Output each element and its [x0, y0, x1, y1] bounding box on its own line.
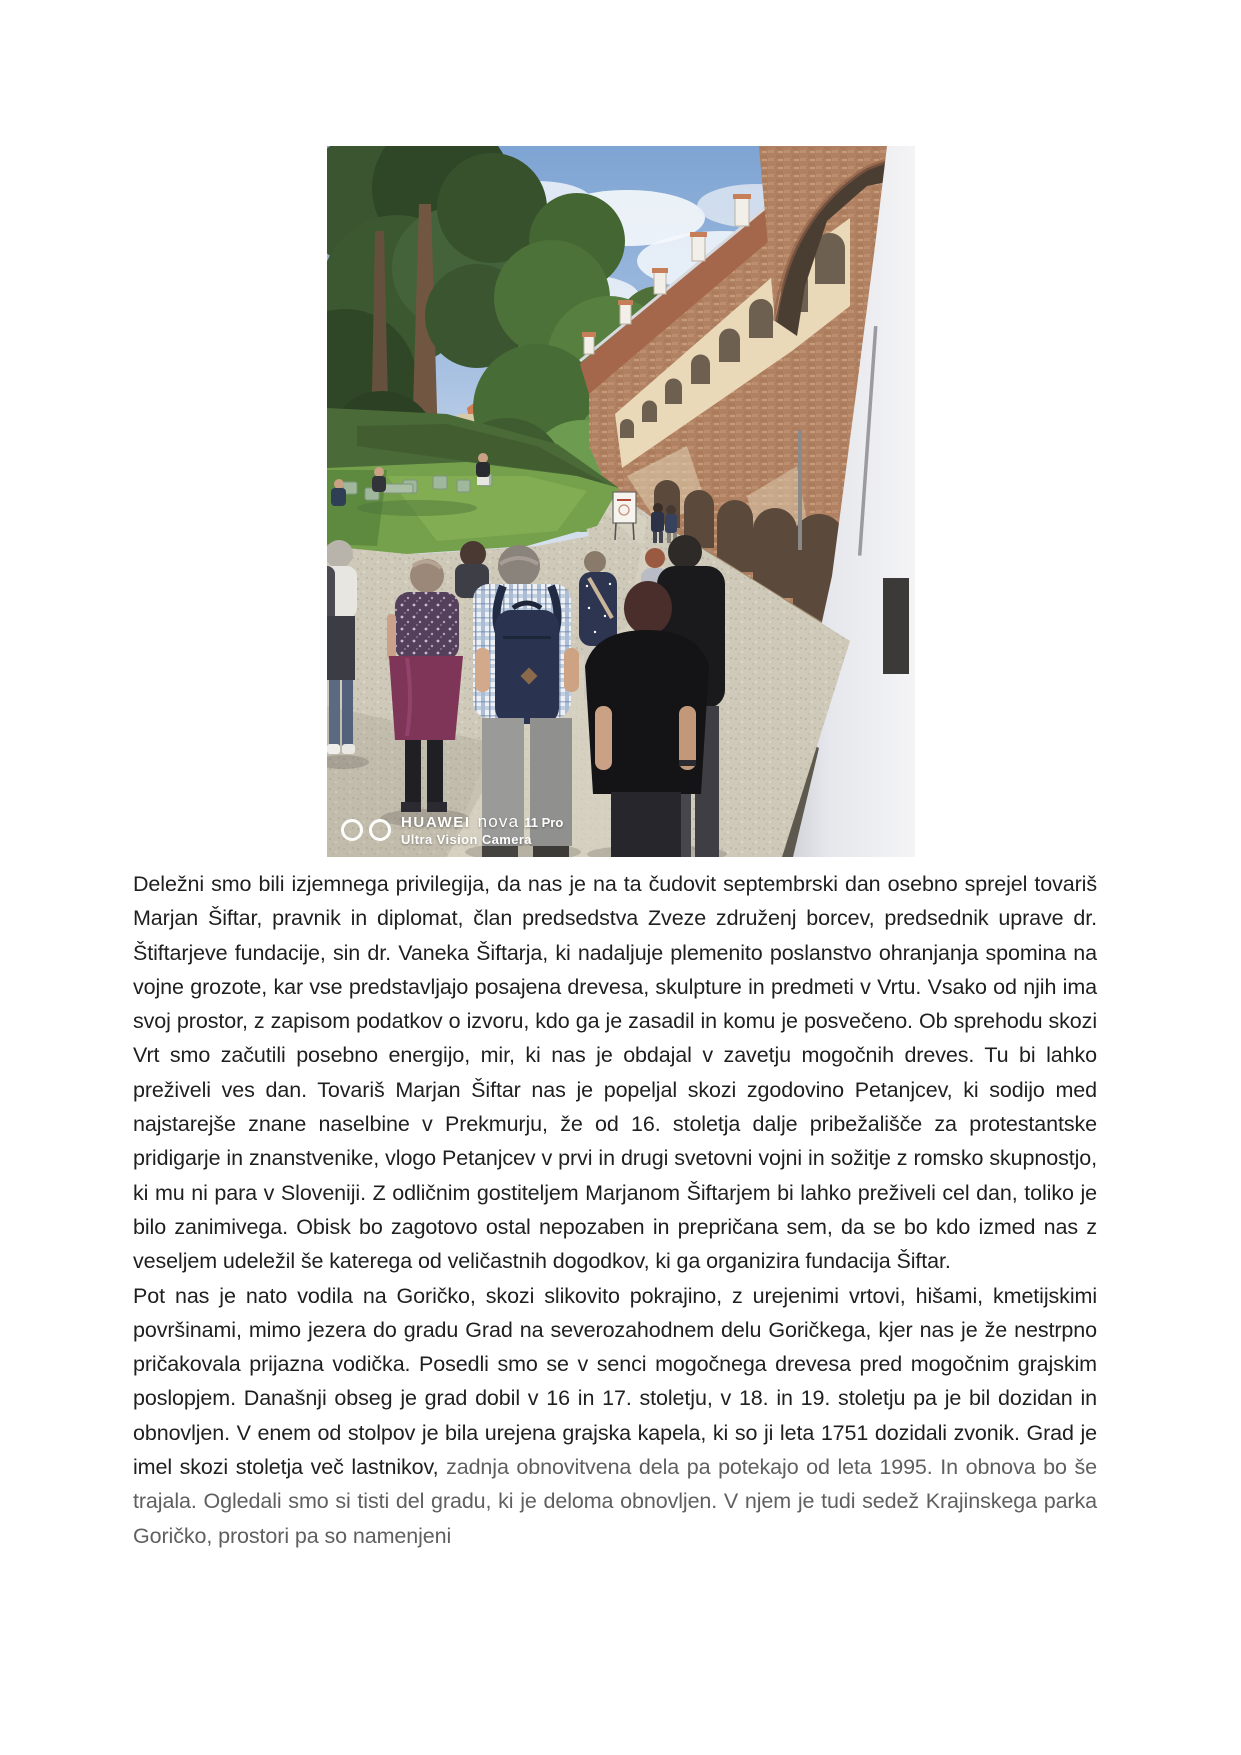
person-left-edge [327, 540, 357, 754]
garden-table [383, 484, 413, 493]
watermark-model: nova [477, 812, 520, 832]
watermark-text [401, 813, 563, 847]
watermark-brand: HUAWEI [401, 814, 471, 832]
drainpipe [798, 430, 802, 550]
watermark-tagline: Ultra Vision Camera [401, 831, 532, 847]
lens-circle-icon [341, 819, 363, 841]
document-photo [327, 146, 915, 857]
paragraph [133, 1279, 1097, 1553]
article-body [133, 867, 1097, 1553]
text-muted-segment: zadnja obnovitvena dela pa potekajo od leta 1995. In obnova bo še trajala. Ogledali smo si tisti del gradu, ki je deloma obnovljen. V njem je tudi sedež Krajinskega parka Goričko, prostori pa so namenjeni [133, 1455, 1097, 1548]
lens-circle-icon [369, 819, 391, 841]
huawei-lens-icon [341, 819, 391, 841]
paragraph [133, 867, 1097, 1279]
watermark-variant: 11 Pro [524, 815, 564, 831]
wall-niche [883, 578, 909, 674]
camera-watermark [341, 813, 563, 847]
text-segment: Deležni smo bili izjemnega privilegija, da nas je na ta čudovit septembrski dan osebno sprejel tovariš Marjan Šiftar, pravnik in diplomat, član predsedstva Zveze združenj borcev, predsednik uprave dr. Štiftarjeve fundacije, sin dr. Vaneka Šiftarja, ki nadaljuje plemenito poslanstvo ohranjanja spomina na vojne grozote, kar vse predstavljajo posajena drevesa, skulpture in predmeti v Vrtu. Vsako od njih ima svoj prostor, z zapisom podatkov o izvoru, kdo ga je zasadil in komu je posvečeno. Ob sprehodu skozi Vrt smo začutili posebno energijo, mir, ki nas je obdajal v zavetju mogočnih dreves. Tu bi lahko preživeli ves dan. Tovariš Marjan Šiftar nas je popeljal skozi zgodovino Petanjcev, ki sodijo med najstarejše znane naselbine v Prekmurju, že od 16. stoletja dalje pribežališče za protestantske pridigarje in znanstvenike, vlogo Petanjcev v prvi in drugi svetovni vojni in sožitje z romsko skupnostjo, ki mu ni para v Sloveniji. Z odličnim gostiteljem Marjanom Šiftarjem bi lahko preživeli cel dan, toliko je bilo zanimivega. Obisk bo zagotovo ostal nepozaben in prepričana sem, da se bo kdo izmed nas z veseljem udeležil še katerega od veličastnih dogodkov, ki ga organizira fundacija Šiftar. [133, 872, 1097, 1274]
photo-illustration [327, 146, 915, 857]
text-segment: Pot nas je nato vodila na Goričko, skozi slikovito pokrajino, z urejenimi vrtovi, hišami, kmetijskimi površinami, mimo jezera do gradu Grad na severozahodnem delu Goričkega, kjer nas je že nestrpno pričakovala prijazna vodička. Posedli smo se v senci mogočnega drevesa pred mogočnim grajskim poslopjem. Današnji obseg je grad dobil v 16 in 17. stoletju, v 18. in 19. stoletju pa je bil dozidan in obnovljen. V enem od stolpov je bila urejena grajska kapela, ki so ji leta 1751 dozidali zvonik. Grad je imel skozi stoletja več lastnikov, [133, 1283, 1097, 1480]
